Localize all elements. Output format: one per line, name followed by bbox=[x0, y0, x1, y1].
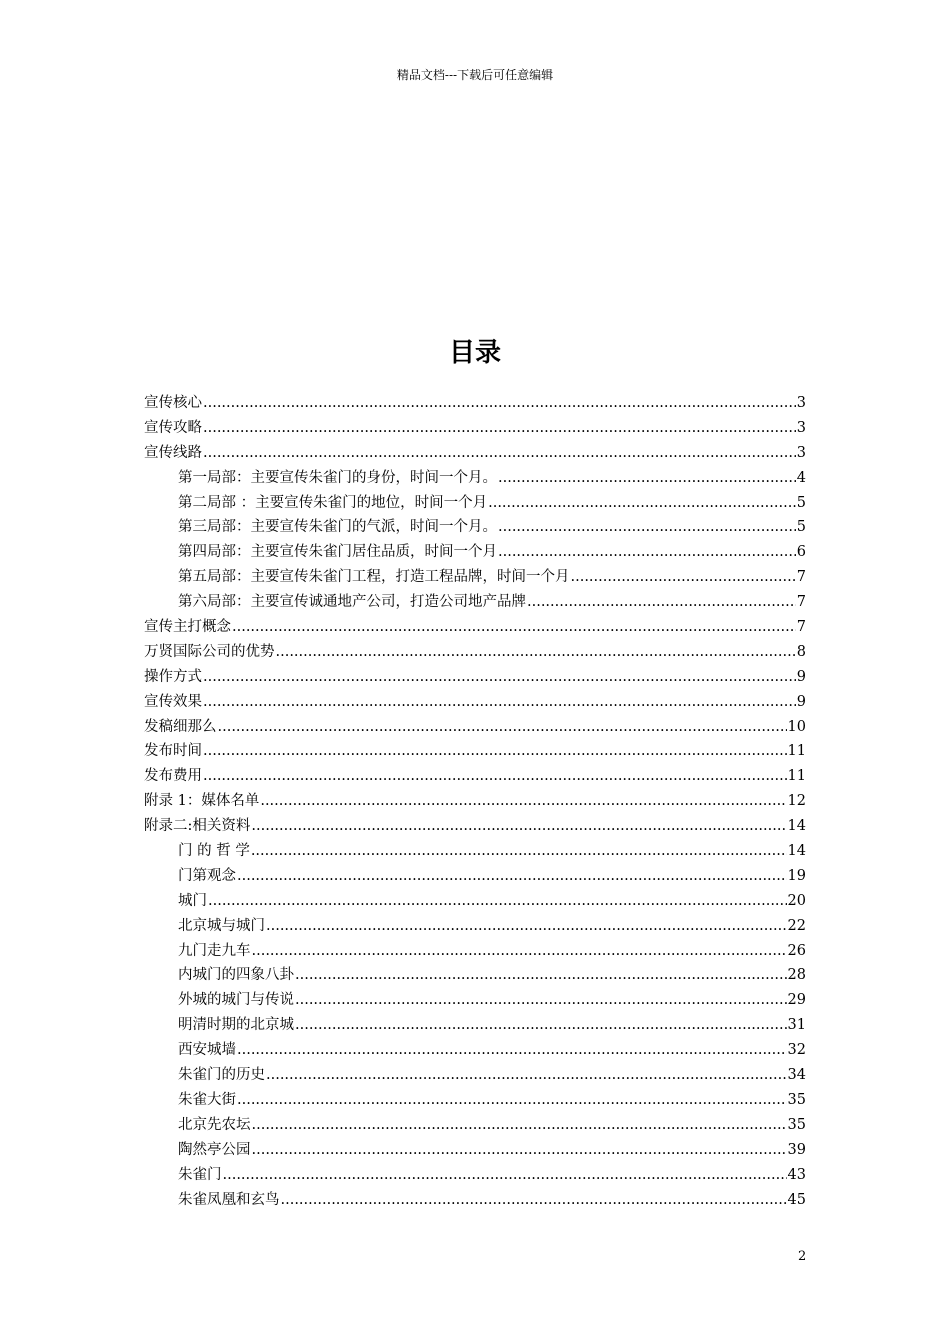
toc-leader-dots bbox=[276, 640, 796, 665]
toc-entry[interactable] bbox=[144, 1088, 806, 1113]
toc-entry-page: 26 bbox=[787, 942, 806, 959]
toc-entry-label: 第六局部：主要宣传诚通地产公司，打造公司地产品牌 bbox=[178, 594, 526, 611]
toc-entry[interactable] bbox=[144, 665, 806, 690]
toc-entry[interactable] bbox=[144, 939, 806, 964]
toc-entry-page: 43 bbox=[787, 1166, 806, 1183]
toc-entry-label: 万贤国际公司的优势 bbox=[144, 643, 275, 660]
toc-entry[interactable] bbox=[144, 466, 806, 491]
toc-entry-label: 发稿细那么 bbox=[144, 718, 217, 735]
toc-entry-page: 35 bbox=[787, 1116, 806, 1133]
toc-entry[interactable] bbox=[144, 615, 806, 640]
toc-entry[interactable] bbox=[144, 864, 806, 889]
toc-entry-page: 3 bbox=[796, 395, 806, 411]
toc-entry-label: 朱雀门 bbox=[178, 1166, 222, 1183]
toc-entry-page: 12 bbox=[787, 793, 806, 810]
toc-entry[interactable] bbox=[144, 690, 806, 715]
toc-entry[interactable] bbox=[144, 565, 806, 590]
toc-entry-page: 7 bbox=[796, 619, 806, 636]
toc-leader-dots bbox=[203, 764, 787, 789]
toc-entry-page: 45 bbox=[787, 1191, 806, 1208]
toc-entry[interactable] bbox=[144, 1063, 806, 1088]
toc-entry-label: 第四局部：主要宣传朱雀门居住品质，时间一个月 bbox=[178, 544, 497, 561]
toc-leader-dots bbox=[251, 814, 786, 839]
toc-entry-label: 发布费用 bbox=[144, 768, 202, 785]
page-number: 2 bbox=[798, 1249, 807, 1264]
toc-entry[interactable] bbox=[144, 764, 806, 789]
toc-leader-dots bbox=[237, 1088, 787, 1113]
toc-entry-page: 11 bbox=[787, 768, 806, 785]
toc-title: 目录 bbox=[448, 338, 501, 368]
toc-entry[interactable] bbox=[144, 1013, 806, 1038]
toc-entry[interactable] bbox=[144, 1188, 806, 1213]
toc-entry-label: 陶然亭公园 bbox=[178, 1141, 251, 1158]
toc-entry-label: 北京先农坛 bbox=[178, 1116, 251, 1133]
toc-entry[interactable] bbox=[144, 814, 806, 839]
toc-entry-page: 29 bbox=[787, 992, 806, 1009]
toc-entry-label: 附录 1：媒体名单 bbox=[144, 793, 260, 810]
toc-leader-dots bbox=[252, 939, 787, 964]
toc-entry-label: 第三局部：主要宣传朱雀门的气派，时间一个月。 bbox=[178, 519, 497, 536]
toc-entry-page: 5 bbox=[796, 494, 806, 511]
toc-entry[interactable] bbox=[144, 739, 806, 764]
toc-entry-page: 9 bbox=[796, 668, 806, 685]
toc-entry-page: 31 bbox=[787, 1017, 806, 1034]
toc-entry-page: 8 bbox=[796, 643, 806, 660]
toc-entry-label: 发布时间 bbox=[144, 743, 202, 760]
toc-leader-dots bbox=[251, 839, 787, 864]
toc-leader-dots bbox=[252, 1113, 787, 1138]
toc-entry[interactable] bbox=[144, 640, 806, 665]
toc-leader-dots bbox=[295, 963, 787, 988]
toc-leader-dots bbox=[218, 715, 787, 740]
toc-entry-label: 西安城墙 bbox=[178, 1042, 236, 1059]
toc-entry-page: 28 bbox=[787, 967, 806, 984]
toc-entry-page: 14 bbox=[787, 843, 806, 860]
toc-entry-label: 内城门的四象八卦 bbox=[178, 967, 294, 984]
toc-entry-label: 宣传攻略 bbox=[144, 419, 202, 436]
toc-entry-label: 九门走九车 bbox=[178, 942, 251, 959]
toc-leader-dots bbox=[527, 590, 796, 615]
toc-entry-page: 20 bbox=[787, 892, 806, 909]
toc-entry-label: 宣传主打概念 bbox=[144, 619, 231, 636]
page-header: 精品文档---下载后可任意编辑 bbox=[396, 68, 554, 82]
toc-entry[interactable] bbox=[144, 391, 806, 416]
toc-entry-page: 34 bbox=[787, 1067, 806, 1084]
toc-entry-label: 第五局部：主要宣传朱雀门工程，打造工程品牌，时间一个月 bbox=[178, 569, 570, 586]
toc-leader-dots bbox=[203, 690, 796, 715]
toc-leader-dots bbox=[203, 739, 787, 764]
toc-leader-dots bbox=[295, 1013, 787, 1038]
toc-entry[interactable] bbox=[144, 1113, 806, 1138]
toc-entry-page: 6 bbox=[796, 544, 806, 561]
toc-leader-dots bbox=[203, 391, 796, 416]
toc-entry-label: 朱雀门的历史 bbox=[178, 1067, 265, 1084]
toc-entry-label: 门第观念 bbox=[178, 867, 236, 884]
toc-entry-label: 附录二:相关资料 bbox=[144, 818, 251, 835]
toc-entry-label: 门 的 哲 学 bbox=[178, 843, 250, 860]
toc-leader-dots bbox=[252, 1138, 787, 1163]
toc-leader-dots bbox=[571, 565, 796, 590]
toc-entry[interactable] bbox=[144, 715, 806, 740]
toc-entry[interactable] bbox=[144, 988, 806, 1013]
toc-entry[interactable] bbox=[144, 914, 806, 939]
toc-entry-page: 7 bbox=[796, 594, 806, 611]
toc-leader-dots bbox=[266, 914, 787, 939]
toc-leader-dots bbox=[266, 1063, 787, 1088]
toc-leader-dots bbox=[237, 1038, 787, 1063]
toc-entry-page: 4 bbox=[796, 469, 806, 486]
toc-entry-page: 10 bbox=[787, 718, 806, 735]
toc-entry[interactable] bbox=[144, 1038, 806, 1063]
toc-entry-page: 32 bbox=[787, 1042, 806, 1059]
toc-entry-label: 朱雀大街 bbox=[178, 1091, 236, 1108]
toc-entry-page: 39 bbox=[787, 1141, 806, 1158]
toc-entry-page: 22 bbox=[787, 917, 806, 934]
toc-entry-page: 3 bbox=[796, 419, 806, 436]
toc-entry-page: 35 bbox=[787, 1091, 806, 1108]
toc-leader-dots bbox=[295, 988, 787, 1013]
toc-entry-page: 19 bbox=[787, 867, 806, 884]
toc-entry-label: 第一局部：主要宣传朱雀门的身份，时间一个月。 bbox=[178, 469, 497, 486]
toc-entry[interactable] bbox=[144, 416, 806, 441]
toc-leader-dots bbox=[281, 1188, 787, 1213]
toc-entry-label: 明清时期的北京城 bbox=[178, 1017, 294, 1034]
toc-leader-dots bbox=[488, 491, 796, 516]
toc-entry[interactable] bbox=[144, 839, 806, 864]
toc-leader-dots bbox=[208, 889, 787, 914]
toc-leader-dots bbox=[203, 441, 796, 466]
toc-leader-dots bbox=[232, 615, 796, 640]
toc-entry-page: 14 bbox=[787, 818, 806, 835]
toc-entry-label: 第二局部 ：主要宣传朱雀门的地位，时间一个月 bbox=[178, 494, 488, 511]
toc-entry-page: 9 bbox=[796, 693, 806, 710]
toc-leader-dots bbox=[498, 466, 796, 491]
toc-leader-dots bbox=[498, 515, 796, 540]
toc-entry-label: 城门 bbox=[178, 892, 207, 909]
toc-entry-label: 宣传核心 bbox=[144, 395, 202, 411]
toc-entry[interactable] bbox=[144, 590, 806, 615]
toc-entry[interactable] bbox=[144, 515, 806, 540]
toc-leader-dots bbox=[498, 540, 796, 565]
toc-entry-label: 宣传线路 bbox=[144, 444, 202, 461]
toc-entry[interactable] bbox=[144, 1138, 806, 1163]
toc-entry-page: 3 bbox=[796, 444, 806, 461]
toc-entry[interactable] bbox=[144, 491, 806, 516]
toc-leader-dots bbox=[223, 1163, 787, 1188]
toc-entry[interactable] bbox=[144, 963, 806, 988]
toc-leader-dots bbox=[260, 789, 786, 814]
toc-entry[interactable] bbox=[144, 789, 806, 814]
toc-entry[interactable] bbox=[144, 540, 806, 565]
table-of-contents bbox=[144, 391, 806, 1212]
toc-leader-dots bbox=[203, 665, 796, 690]
toc-entry[interactable] bbox=[144, 441, 806, 466]
toc-leader-dots bbox=[237, 864, 787, 889]
toc-entry-page: 5 bbox=[796, 519, 806, 536]
toc-leader-dots bbox=[203, 416, 796, 441]
toc-entry-label: 外城的城门与传说 bbox=[178, 992, 294, 1009]
toc-entry-label: 北京城与城门 bbox=[178, 917, 265, 934]
toc-entry-label: 朱雀凤凰和玄鸟 bbox=[178, 1191, 280, 1208]
toc-entry-label: 操作方式 bbox=[144, 668, 202, 685]
toc-entry-page: 11 bbox=[787, 743, 806, 760]
toc-entry-page: 7 bbox=[796, 569, 806, 586]
toc-entry[interactable] bbox=[144, 889, 806, 914]
toc-entry-label: 宣传效果 bbox=[144, 693, 202, 710]
toc-entry[interactable] bbox=[144, 1163, 806, 1188]
